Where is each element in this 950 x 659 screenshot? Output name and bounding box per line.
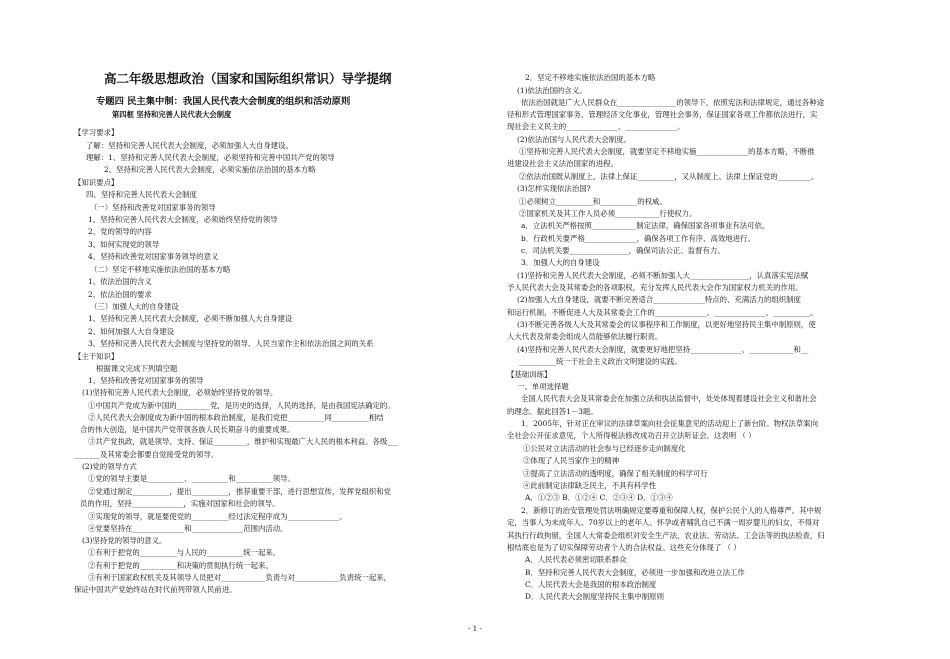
left-line-13: 3、如何实现党的领导 bbox=[88, 240, 160, 249]
left-line-32: ①党的领导主要是__________、__________和__________领导。 bbox=[88, 474, 295, 483]
right-line-31: ①公民对立法活动的社会参与已经逐步走向制度化 bbox=[523, 444, 686, 453]
left-line-10: （一）坚持和改善党对国家事务的领导 bbox=[90, 203, 216, 212]
left-line-39: ②有利于把党的__________和决策的贯彻执行统一起来。 bbox=[88, 561, 273, 570]
right-line-21: (3)不断完善各级人大及其常委会的议事程序和工作制度，以更好地坚持民主集中制原则，使 bbox=[517, 320, 816, 329]
left-line-22: 【主干知识】 bbox=[74, 352, 119, 361]
right-line-4: 径和形式管理国家事务，管理经济文化事业，管理社会事务，保证国家各项工作都依法进行，实 bbox=[507, 110, 818, 119]
page-number: - 1 - bbox=[468, 625, 482, 633]
left-line-26: ①中国共产党成为新中国的_________党，是历史的选择，人民的选择，是由我国宪法确定的。 bbox=[88, 401, 395, 410]
left-line-15: （二）坚定不移地实施依法治国的基本方略 bbox=[90, 265, 231, 274]
right-line-28: 的理念。据此回答1－3题。 bbox=[507, 407, 598, 416]
left-line-19: 1、坚持和完善人民代表大会制度，必须不断加强人大自身建设 bbox=[88, 314, 293, 323]
left-line-30: _______及其常委会都要自觉接受党的领导。 bbox=[74, 450, 219, 459]
left-line-25: (1)坚持和完善人民代表大会制度，必须始终坚持党的领导。 bbox=[82, 388, 278, 397]
right-line-12: ②国家机关及其工作人员必须____________行使权力。 bbox=[519, 209, 697, 218]
right-line-23: (4)坚持和完善人民代表大会制度，就要更好地把坚持______________、____________和__ bbox=[517, 345, 809, 354]
right-line-3: 依法治国就是广大人民群众在________________的领导下，依照宪法和法律规定，通过各种途 bbox=[521, 98, 825, 107]
right-line-5: 现社会主义民主的______________、______________。 bbox=[507, 122, 685, 131]
left-line-29: ③共产党执政，就是领导、支持、保证_________，维护和实现最广大人民的根本利益。各级___ bbox=[88, 437, 399, 446]
left-line-17: 2、依法治国的要求 bbox=[88, 290, 152, 299]
right-line-36: 2．新修订的治安管理处罚法明确规定要尊重和保障人权，保护公民个人的人格尊严。其中规 bbox=[521, 506, 822, 515]
left-line-12: 2、党的领导的内容 bbox=[88, 227, 152, 236]
left-line-2: 专题四 民主集中制：我国人民代表大会制度的组织和活动原则 bbox=[96, 96, 351, 107]
right-line-6: (2)依法治国与人民代表大会制度。 bbox=[517, 135, 631, 144]
left-line-41: 保证中国共产党始终站在时代前列带领人民前进。 bbox=[74, 585, 237, 594]
right-line-20: 和运行机制，不断促进人大及其常委会工作的______________、______________、__________。 bbox=[507, 308, 818, 317]
right-line-1: 2．坚定不移地实施依法治国的基本方略 bbox=[525, 73, 656, 82]
right-line-32: ②体现了人民当家作主的精神 bbox=[523, 456, 620, 465]
right-line-40: A．人民代表必须密切联系群众 bbox=[525, 555, 627, 564]
left-line-31: (2)党的领导方式 bbox=[82, 462, 137, 471]
left-line-9: 四、坚持和完善人民代表大会制度 bbox=[86, 190, 197, 199]
right-line-24: __________统一于社会主义政治文明建设的实践。 bbox=[519, 357, 682, 366]
left-line-38: ①有利于把党的__________与人民的__________统一起来。 bbox=[88, 548, 281, 557]
right-line-18: 予人民代表大会及其常委会的各项职权，充分发挥人民代表大会作为国家权力机关的作用。 bbox=[507, 283, 803, 292]
left-line-11: 1、坚持和完善人民代表大会制度，必须始终坚持党的领导 bbox=[88, 215, 278, 224]
right-line-26: 一、单项选择题 bbox=[517, 382, 569, 391]
left-line-8: 【知识要点】 bbox=[74, 178, 119, 187]
right-line-27: 全国人民代表大会及其常委会在加强立法和执法监督中，处处体现着建设社会主义和谐社会 bbox=[521, 394, 817, 403]
left-line-37: (3)坚持党的领导的意义。 bbox=[82, 536, 167, 545]
left-line-4: 【学习要求】 bbox=[74, 128, 119, 137]
right-line-19: (2)加强人大自身建设，就要不断完善适合______________特点的、充满活力的组织制度 bbox=[517, 295, 801, 304]
right-line-7: ①坚持和完善人民代表大会制度，就要坚定不移地实施______________的基本方略，不断推 bbox=[519, 147, 815, 156]
right-line-22: 人大代表及常委会组成人员能够依法履行职责。 bbox=[507, 332, 663, 341]
left-line-35: ③实现党的领导，就是要使党的__________经过法定程序成为______________。 bbox=[88, 512, 347, 521]
right-line-11: ①必须树立__________和__________的权威。 bbox=[519, 197, 667, 206]
right-line-9: ②依法治国既从制度上、法律上保证__________，又从制度上、法律上保证党的_________。 bbox=[519, 172, 819, 181]
right-line-29: 1．2005年，针对正在审议的法律草案向社会征集意见的活动迎上了新台阶。物权法草案向 bbox=[521, 419, 818, 428]
left-line-27: ②人民代表大会制度成为新中国的根本政治制度，是我们党把__________同__________相结 bbox=[88, 413, 384, 422]
right-line-10: (3)怎样实现依法治国? bbox=[517, 184, 591, 193]
left-line-6: 理解：1、坚持和完善人民代表大会制度，必须坚持和完善中国共产党的领导 bbox=[86, 153, 335, 162]
right-line-43: D．人民代表大会制度坚持民主集中制原则 bbox=[525, 592, 664, 601]
left-line-34: 员的作用，坚持______________，实施对国家和社会的领导。 bbox=[80, 499, 280, 508]
left-line-36: ④党要坚持在______________和______________范围内活动。 bbox=[88, 524, 288, 533]
left-line-5: 了解：坚持和完善人民代表大会制度，必须加强人大自身建设。 bbox=[86, 141, 293, 150]
left-line-21: 3、坚持和完善人民代表大会制度与坚持党的领导、人民当家作主和依法治国之间的关系 bbox=[88, 339, 374, 348]
left-line-23: 根据课文完成下列填空题 bbox=[96, 364, 178, 373]
left-line-40: ③有利于国家政权机关及其领导人员把对____________负责与对____________负责统一起来， bbox=[88, 573, 392, 582]
left-line-24: 1、坚持和改善党对国家事务的领导 bbox=[88, 376, 204, 385]
right-line-33: ③提高了立法活动的透明度，确保了相关制度的科学可行 bbox=[523, 469, 708, 478]
right-line-42: C．人民代表大会是我国的根本政治制度 bbox=[525, 580, 657, 589]
right-line-35: A．①②③ B．①②④ C．②③④ D．①③④ bbox=[525, 493, 673, 502]
left-line-14: 4、坚持和改善党对国家事务领导的意义 bbox=[88, 252, 219, 261]
left-line-7: 2、坚持和完善人民代表大会制度，必须实施依法治国的基本方略 bbox=[104, 165, 316, 174]
right-line-14: b．行政机关要严格______________，确保各项工作有序、高效地进行。 bbox=[521, 234, 755, 243]
right-line-25: 【基础训练】 bbox=[507, 370, 552, 379]
right-line-15: c．司法机关要________________，确保司法公正、监督有力。 bbox=[521, 246, 725, 255]
right-line-37: 定，当事人为未成年人、70岁以上的老年人、怀孕或者哺乳自己不满一周岁婴儿的妇女，不得对 bbox=[507, 518, 820, 527]
left-line-20: 2、如何加强人大自身建设 bbox=[88, 327, 175, 336]
right-line-39: 根结底也是为了切实保障劳动者个人的合法权益。这些充分体现了 （ ） bbox=[507, 543, 741, 552]
right-line-34: ④此前制定法律缺乏民主，不具有科学性 bbox=[523, 481, 657, 490]
left-line-1: 高二年级思想政治（国家和国际组织常识）导学提纲 bbox=[104, 71, 392, 86]
right-line-17: (1)坚持和完善人民代表大会制度，必须不断加强人大________________，认真落实宪法赋 bbox=[517, 271, 809, 280]
left-line-33: ②党通过制定__________，提出__________，推荐重要干部，进行思想宣传，发挥党组织和党 bbox=[88, 487, 392, 496]
right-line-13: a．立法机关严格按照____________制定法律，确保国家各项事业有法可依。 bbox=[521, 221, 770, 230]
left-line-16: 1、依法治国的含义 bbox=[88, 277, 152, 286]
right-line-30: 全社会公开征求意见，个人所得税法修改成功召开立法听证会。这表明 （ ） bbox=[507, 431, 756, 440]
left-line-18: （三）加强人大的自身建设 bbox=[90, 302, 179, 311]
right-line-8: 进建设社会主义法治国家的进程。 bbox=[507, 159, 618, 168]
left-line-28: 合的伟大创造，是中国共产党带领各族人民长期奋斗的重要成果。 bbox=[80, 425, 295, 434]
right-line-16: 3．加强人大的自身建设 bbox=[521, 258, 600, 267]
right-line-38: 其执行行政拘留，全国人大常委会组织对安全生产法、农业法、劳动法、工会法等的执法检查，归 bbox=[507, 531, 825, 540]
right-line-2: (1)依法治国的含义。 bbox=[517, 86, 587, 95]
left-line-3: 第四框 坚持和完善人民代表大会制度 bbox=[112, 110, 232, 119]
right-line-41: B．坚持和完善人民代表大会制度，必须进一步加强和改进立法工作 bbox=[525, 568, 745, 577]
